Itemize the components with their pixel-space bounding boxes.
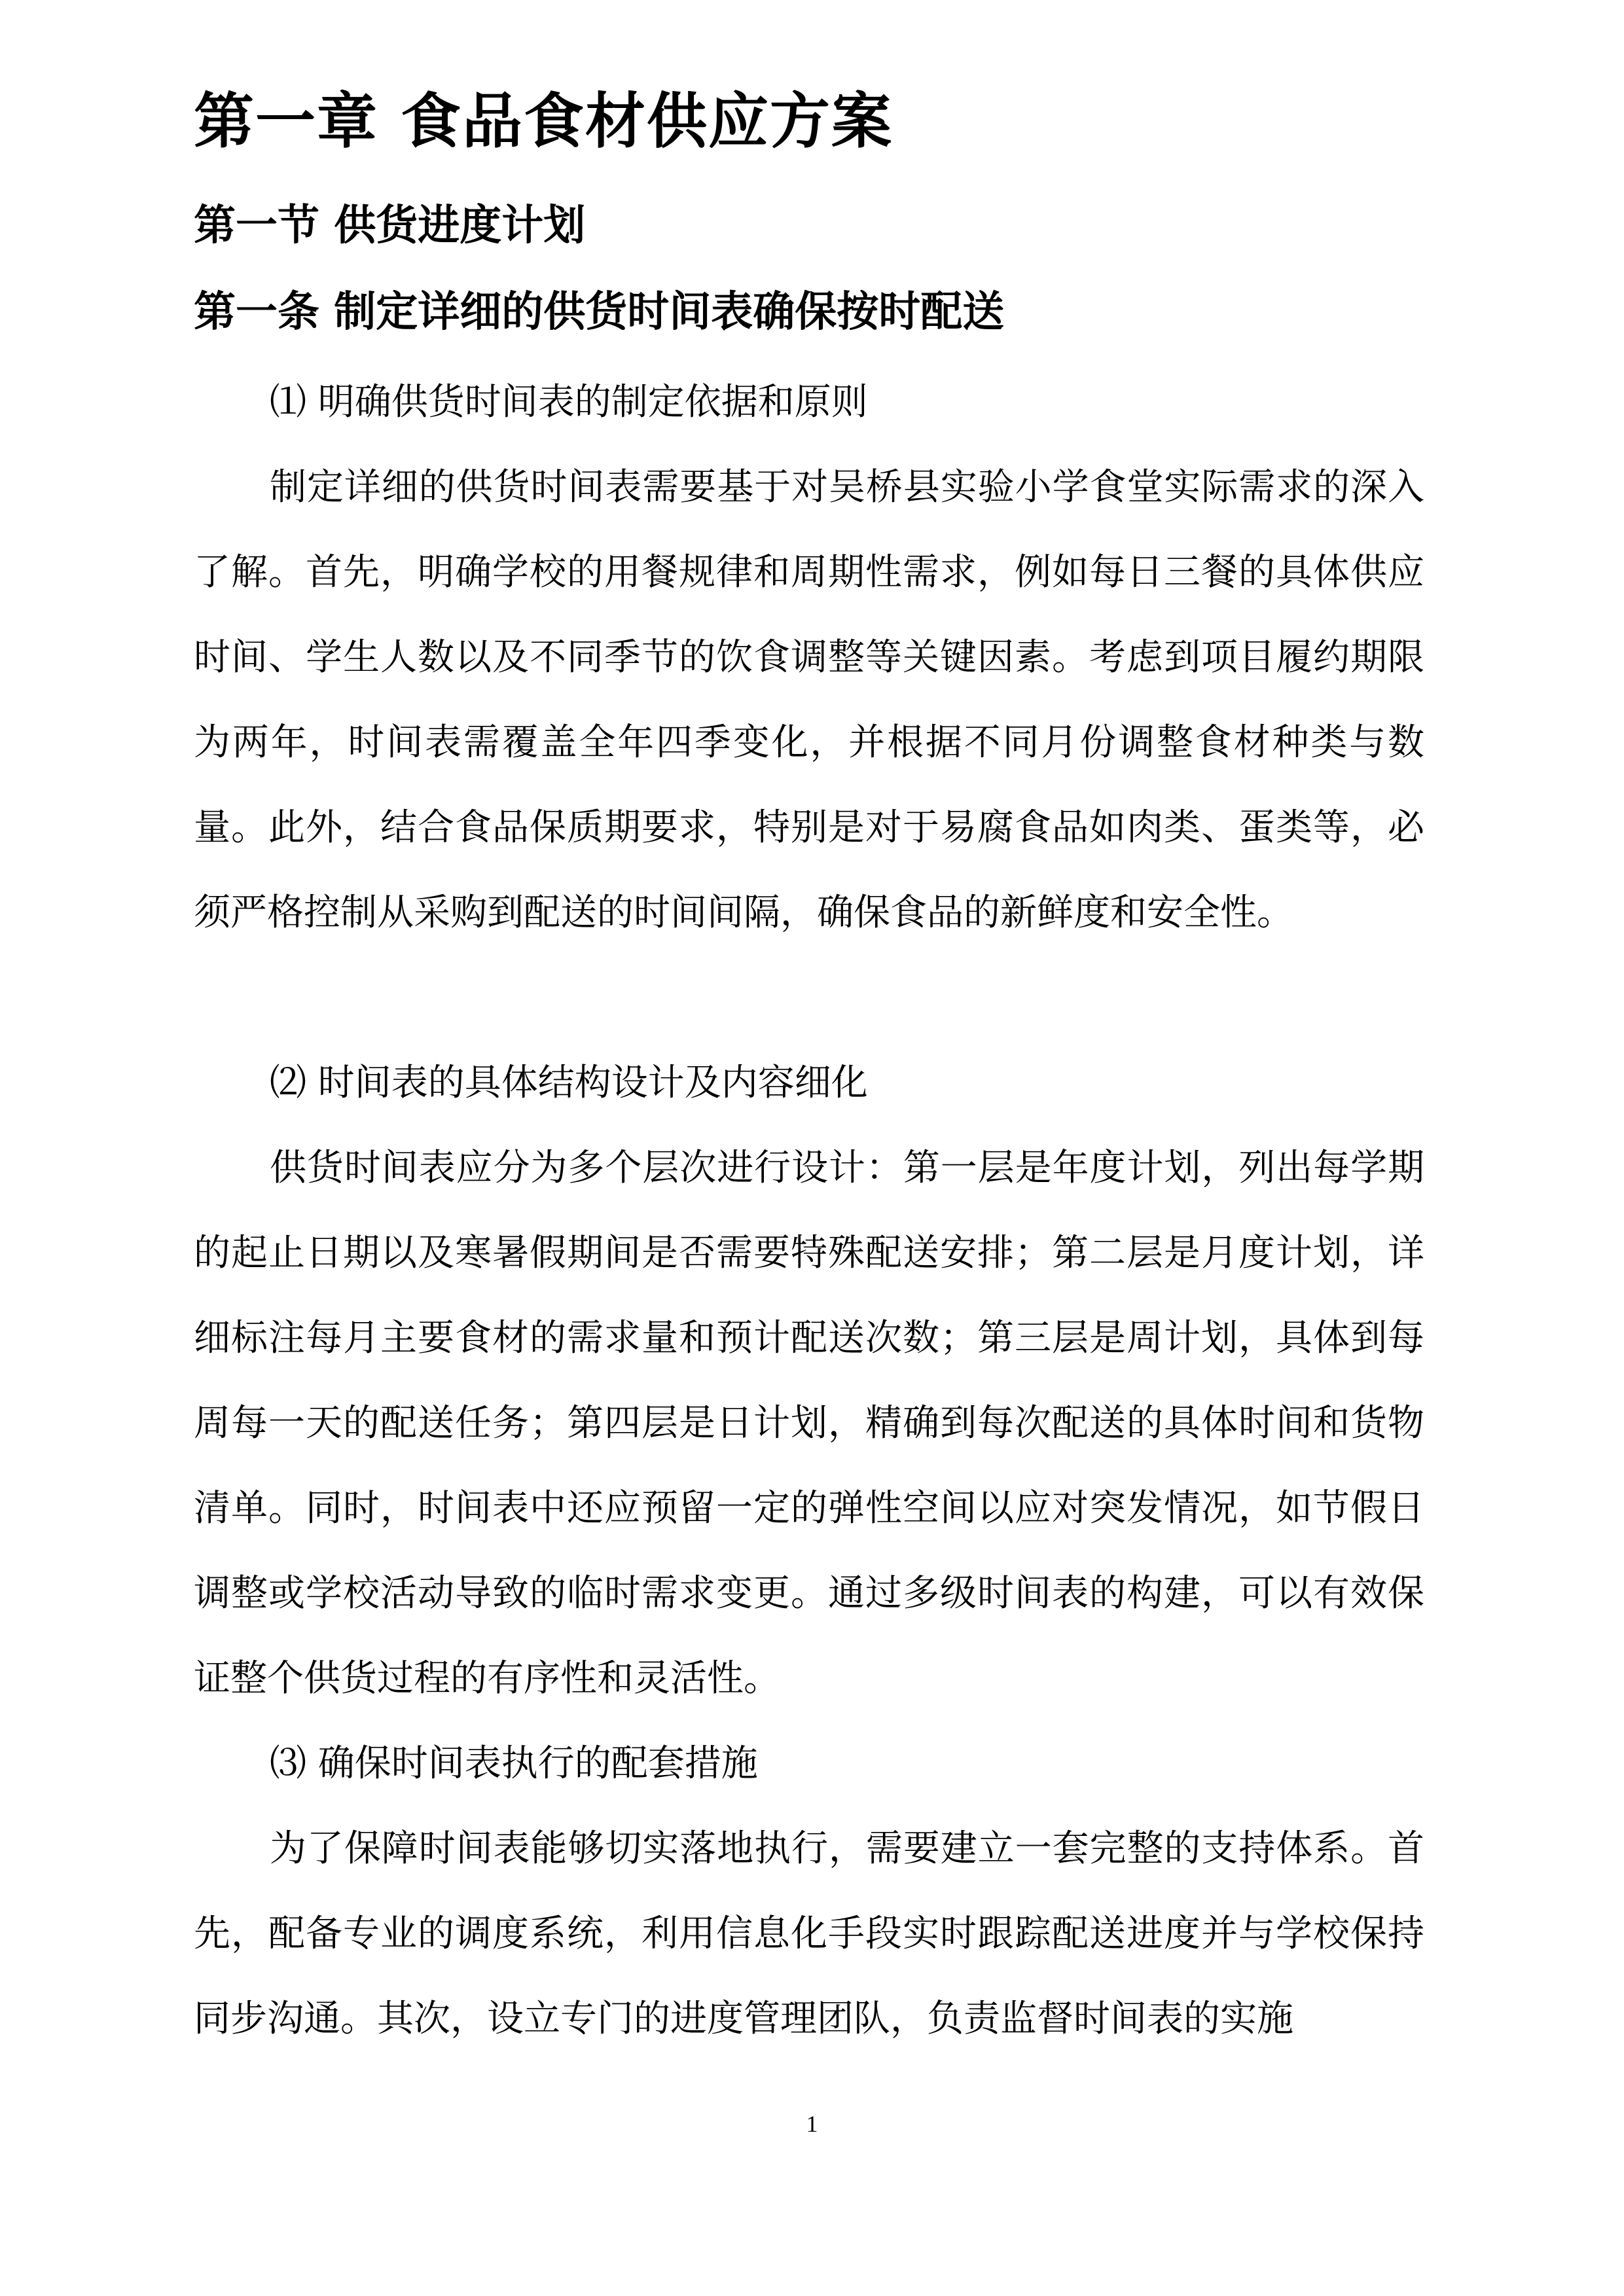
- subheading-1: ⑴ 明确供货时间表的制定依据和原则: [270, 381, 868, 423]
- subheading-3: ⑶ 确保时间表执行的配套措施: [270, 1742, 758, 1785]
- section-title: 第一节 供货进度计划: [194, 201, 586, 250]
- paragraph-3: 为了保障时间表能够切实落地执行，需要建立一套完整的支持体系。首先，配备专业的调度系统，利用信息化手段实时跟踪配送进度并与学校保持同步沟通。其次，设立专门的进度管理团队，负责监督时间表的实施: [194, 1827, 1424, 2040]
- article-title: 第一条 制定详细的供货时间表确保按时配送: [194, 287, 1005, 336]
- page-number: 1: [806, 2111, 818, 2137]
- paragraph-2: 供货时间表应分为多个层次进行设计：第一层是年度计划，列出每学期的起止日期以及寒暑假期间是否需要特殊配送安排；第二层是月度计划，详细标注每月主要食材的需求量和预计配送次数；第三层是周计划，具体到每周每一天的配送任务；第四层是日计划，精确到每次配送的具体时间和货物清单。同时，时间表中还应预留一定的弹性空间以应对突发情况，如节假日调整或学校活动导致的临时需求变更。通过多级时间表的构建，可以有效保证整个供货过程的有序性和灵活性。: [194, 1147, 1424, 1700]
- chapter-title: 第一章 食品食材供应方案: [194, 86, 893, 156]
- paragraph-1: 制定详细的供货时间表需要基于对吴桥县实验小学食堂实际需求的深入了解。首先，明确学校的用餐规律和周期性需求，例如每日三餐的具体供应时间、学生人数以及不同季节的饮食调整等关键因素。考虑到项目履约期限为两年，时间表需覆盖全年四季变化，并根据不同月份调整食材种类与数量。此外，结合食品保质期要求，特别是对于易腐食品如肉类、蛋类等，必须严格控制从采购到配送的时间间隔，确保食品的新鲜度和安全性。: [194, 466, 1424, 934]
- subheading-2: ⑵ 时间表的具体结构设计及内容细化: [270, 1062, 868, 1104]
